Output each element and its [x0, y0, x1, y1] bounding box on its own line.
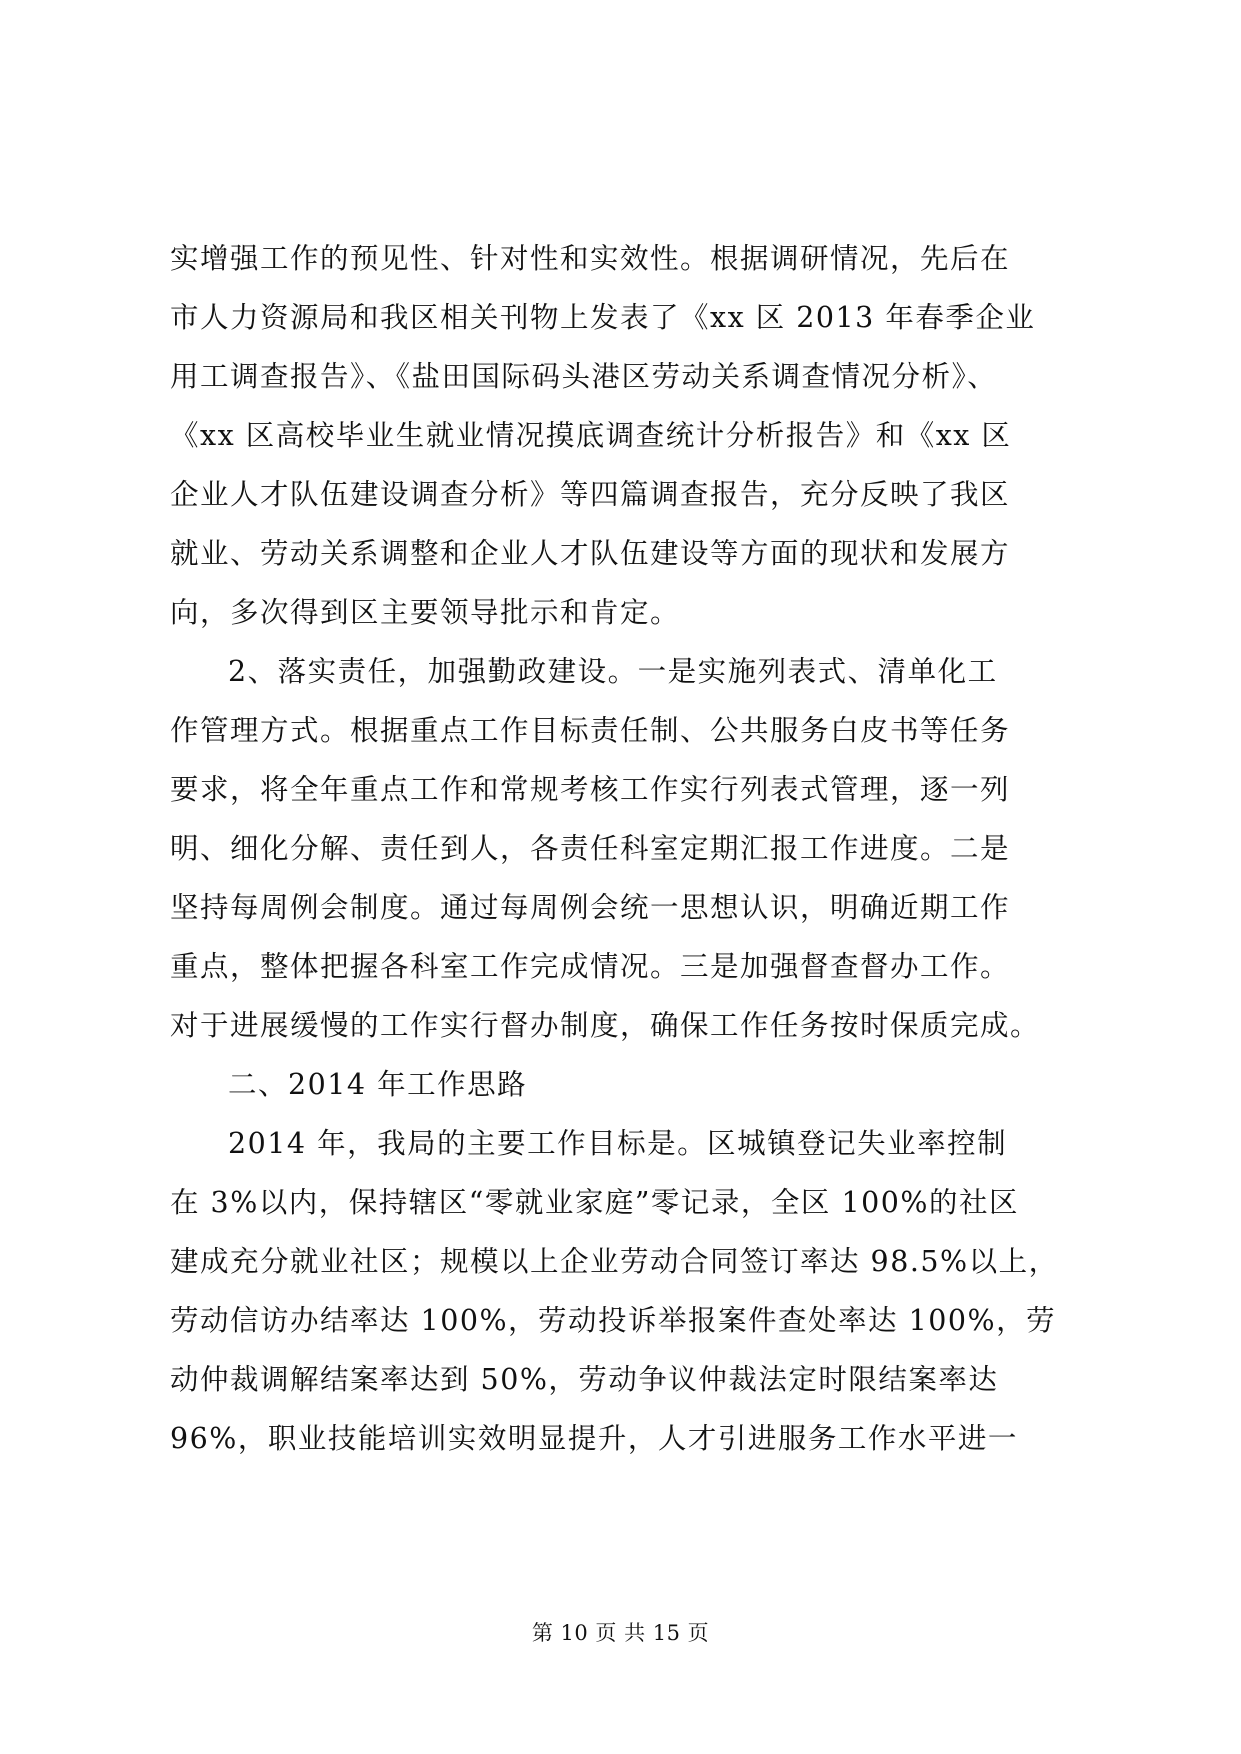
- text-line: 实增强工作的预见性、针对性和实效性。根据调研情况，先后在: [170, 242, 1011, 275]
- text-line: 在 3%以内，保持辖区“零就业家庭”零记录，全区 100%的社区: [170, 1186, 1019, 1219]
- text-line: 对于进展缓慢的工作实行督办制度，确保工作任务按时保质完成。: [170, 1009, 1041, 1042]
- page-number-footer: 第 10 页 共 15 页: [531, 1621, 710, 1645]
- text-line: 重点，整体把握各科室工作完成情况。三是加强督查督办工作。: [170, 950, 1011, 983]
- text-line: 动仲裁调解结案率达到 50%，劳动争议仲裁法定时限结案率达: [170, 1363, 999, 1396]
- text-line: 明、细化分解、责任到人，各责任科室定期汇报工作进度。二是: [170, 832, 1011, 865]
- text-line: 坚持每周例会制度。通过每周例会统一思想认识，明确近期工作: [170, 891, 1011, 924]
- paragraph-start-line: 2014 年，我局的主要工作目标是。区城镇登记失业率控制: [228, 1127, 1008, 1160]
- document-body: [170, 229, 1080, 1468]
- text-line: 劳动信访办结率达 100%，劳动投诉举报案件查处率达 100%，劳: [170, 1304, 1057, 1337]
- paragraph-start-line: 2、落实责任，加强勤政建设。一是实施列表式、清单化工: [228, 655, 998, 688]
- text-line: 《xx 区高校毕业生就业情况摸底调查统计分析报告》和《xx 区: [170, 419, 1012, 452]
- text-line: 要求，将全年重点工作和常规考核工作实行列表式管理，逐一列: [170, 773, 1011, 806]
- text-line: 向，多次得到区主要领导批示和肯定。: [170, 596, 681, 629]
- text-line: 用工调查报告》、《盐田国际码头港区劳动关系调查情况分析》、: [170, 360, 998, 393]
- text-line: 企业人才队伍建设调查分析》等四篇调查报告，充分反映了我区: [170, 478, 1011, 511]
- text-line: 市人力资源局和我区相关刊物上发表了《xx 区 2013 年春季企业: [170, 301, 1036, 334]
- text-line: 就业、劳动关系调整和企业人才队伍建设等方面的现状和发展方: [170, 537, 1011, 570]
- text-line: 建成充分就业社区；规模以上企业劳动合同签订率达 98.5%以上，: [170, 1245, 1059, 1278]
- text-line: 96%，职业技能培训实效明显提升，人才引进服务工作水平进一: [170, 1422, 1018, 1455]
- text-line: 作管理方式。根据重点工作目标责任制、公共服务白皮书等任务: [170, 714, 1011, 747]
- section-heading: 二、2014 年工作思路: [228, 1068, 528, 1101]
